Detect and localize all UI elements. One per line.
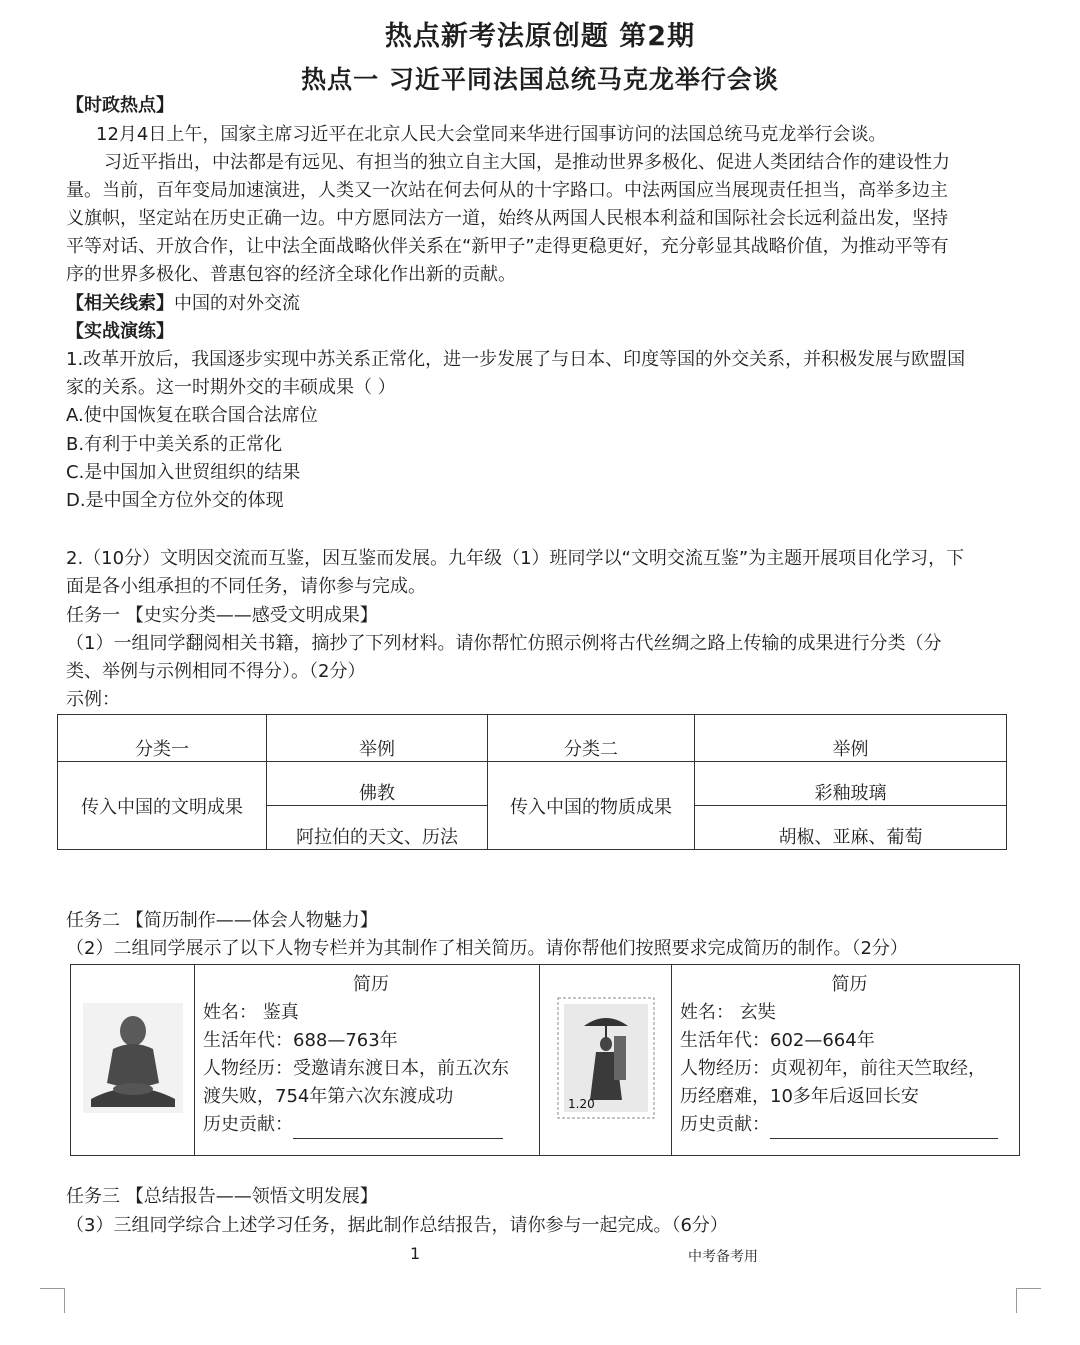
hot-news-label: 【时政热点】 [66,95,174,116]
xuanzang-contribution-blank[interactable] [770,1122,998,1139]
header-example-1: 举例 [267,715,488,762]
resume-heading-left: 简历 [353,974,389,995]
stamp-value: 1.20 [567,1096,595,1111]
example-1-item-1: 佛教 [267,762,488,806]
hot-news-p1: 12月4日上午，国家主席习近平在北京人民大会堂同来华进行国事访问的法国总统马克龙举行会谈。 [96,124,887,145]
jianzhen-contribution [203,1111,539,1139]
document-title: 热点新考法原创题 第2期 [384,21,696,52]
table-header-row [58,715,1007,762]
header-example-2: 举例 [695,715,1007,762]
classification-table [57,714,1007,850]
xuanzang-era: 生活年代：602—664年 [680,1030,875,1051]
jianzhen-contribution-label: 历史贡献： [203,1114,293,1135]
option-b: B.有利于中美关系的正常化 [66,434,283,455]
hot-news-p2-line1: 习近平指出，中法都是有远见、有担当的独立自主大国，是推动世界多极化、促进人类团结合作的建设性力 [104,152,950,173]
task-3-title: 任务三 【总结报告——领悟文明发展】 [66,1186,378,1207]
category-1-cell: 传入中国的文明成果 [58,762,267,850]
related-clue [66,290,1026,318]
hot-news-p2-line2: 量。当前，百年变局加速演进，人类又一次站在何去何从的十字路口。中法两国应当展现责任担当，高举多边主 [66,180,948,201]
jianzhen-portrait-cell [71,965,195,1156]
xuanzang-contribution-label: 历史贡献： [680,1114,770,1135]
xuanzang-stamp-cell [540,965,672,1156]
table-row [58,762,1007,806]
example-1-item-2: 阿拉伯的天文、历法 [267,806,488,850]
jianzhen-experience-line1: 人物经历：受邀请东渡日本，前五次东 [203,1058,509,1079]
question-1-line2: 家的关系。这一时期外交的丰硕成果（ ） [66,377,396,398]
hot-news-p2-line5: 序的世界多极化、普惠包容的经济全球化作出新的贡献。 [66,264,516,285]
crop-mark-left [40,1288,65,1313]
jianzhen-resume [195,965,540,1156]
option-a: A.使中国恢复在联合国合法席位 [66,405,318,426]
xuanzang-contribution [680,1111,1019,1139]
task-1-title: 任务一 【史实分类——感受文明成果】 [66,605,378,626]
jianzhen-experience-line2: 渡失败，754年第六次东渡成功 [203,1086,454,1107]
example-2-item-1: 彩釉玻璃 [695,762,1007,806]
jianzhen-name: 姓名： 鉴真 [203,1002,299,1023]
task-2-title: 任务二 【简历制作——体会人物魅力】 [66,910,378,931]
category-2-cell: 传入中国的物质成果 [488,762,695,850]
page-number: 1 [410,1244,421,1263]
task-1-question-line2: 类、举例与示例相同不得分）。（2分） [66,661,366,682]
option-d: D.是中国全方位外交的体现 [66,490,284,511]
practice-label: 【实战演练】 [66,321,174,342]
question-1-line1: 1.改革开放后，我国逐步实现中苏关系正常化，进一步发展了与日本、印度等国的外交关系，并积极发展与欧盟国 [66,349,966,370]
jianzhen-era: 生活年代：688—763年 [203,1030,398,1051]
task-1-question-line1: （1）一组同学翻阅相关书籍，摘抄了下列材料。请你帮忙仿照示例将古代丝绸之路上传输的成果进行分类（分 [66,633,942,654]
resume-table [70,964,1020,1156]
question-2-line1: 2.（10分）文明因交流而互鉴，因互鉴而发展。九年级（1）班同学以“文明交流互鉴”为主题开展项目化学习，下 [66,548,965,569]
question-2-line2: 面是各小组承担的不同任务，请你参与完成。 [66,576,426,597]
jianzhen-contribution-blank[interactable] [293,1122,503,1139]
related-clue-label: 【相关线索】 [66,293,174,314]
option-c: C.是中国加入世贸组织的结果 [66,462,301,483]
header-category-2: 分类二 [488,715,695,762]
related-clue-text: 中国的对外交流 [174,293,300,314]
hot-news-p2-line3: 义旗帜，坚定站在历史正确一边。中方愿同法方一道，始终从两国人民根本利益和国际社会长远利益出发，坚持 [66,208,948,229]
xuanzang-experience-line1: 人物经历：贞观初年，前往天竺取经， [680,1058,986,1079]
example-label: 示例： [66,689,120,710]
xuanzang-resume [672,965,1020,1156]
jianzhen-statue-icon [83,1003,183,1113]
example-2-item-2: 胡椒、亚麻、葡萄 [695,806,1007,850]
crop-mark-right [1016,1288,1041,1313]
hot-news-p2-line4: 平等对话、开放合作，让中法全面战略伙伴关系在“新甲子”走得更稳更好，充分彰显其战略价值，为推动平等有 [66,236,949,257]
task-3-question: （3）三组同学综合上述学习任务，据此制作总结报告，请你参与一起完成。（6分） [66,1215,728,1236]
xuanzang-stamp-icon [556,996,656,1120]
resume-heading-right: 简历 [831,974,868,995]
footer-note: 中考备考用 [688,1249,758,1265]
xuanzang-experience-line2: 历经磨难，10多年后返回长安 [680,1086,919,1107]
header-category-1: 分类一 [58,715,267,762]
xuanzang-name: 姓名： 玄奘 [680,1002,776,1023]
task-2-question: （2）二组同学展示了以下人物专栏并为其制作了相关简历。请你帮他们按照要求完成简历的制作。（2分） [66,938,908,959]
document-subtitle: 热点一 习近平同法国总统马克龙举行会谈 [301,65,779,94]
